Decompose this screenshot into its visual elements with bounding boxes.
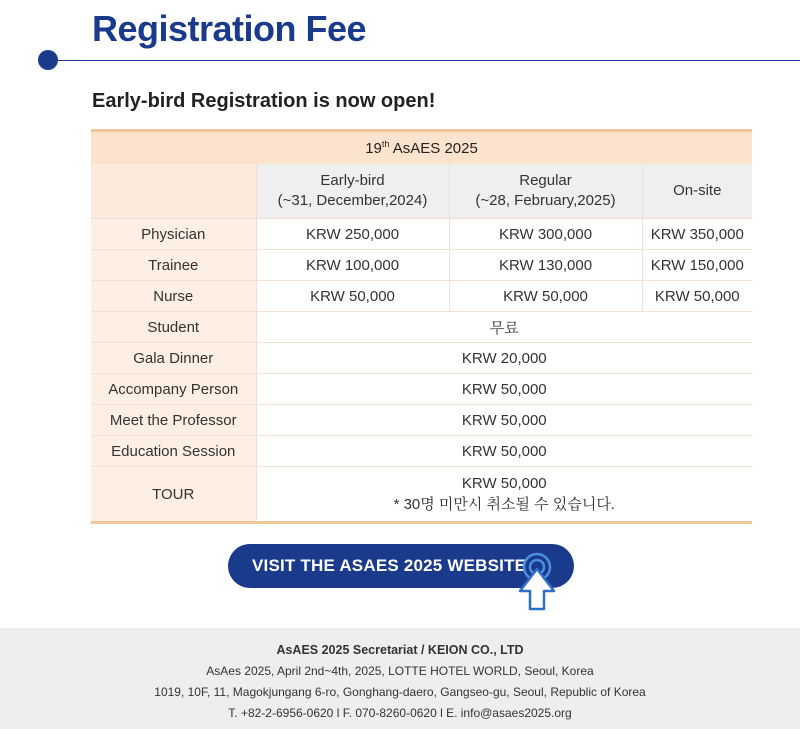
row-label: Trainee <box>91 250 256 281</box>
registration-fee-table <box>91 129 752 524</box>
table-caption-row <box>91 131 752 165</box>
table-row <box>91 405 752 436</box>
fee-cell: KRW 50,000 <box>256 374 752 405</box>
table-column-header-row <box>91 164 752 219</box>
fee-cell: KRW 250,000 <box>256 219 449 250</box>
table-row <box>91 219 752 250</box>
footer-event-info: AsAes 2025, April 2nd~4th, 2025, LOTTE HOTEL WORLD, Seoul, Korea <box>206 664 594 678</box>
fee-cell: KRW 350,000 <box>642 219 752 250</box>
column-header-on-site: On-site <box>642 164 752 219</box>
column-header-early-bird: Early-bird (~31, December,2024) <box>256 164 449 219</box>
row-label: Student <box>91 312 256 343</box>
secretariat-footer <box>0 628 800 729</box>
row-label: Education Session <box>91 436 256 467</box>
row-label: Accompany Person <box>91 374 256 405</box>
fee-cell: KRW 50,000 <box>642 281 752 312</box>
pointer-cursor-icon <box>508 545 566 613</box>
row-label: Nurse <box>91 281 256 312</box>
table-row <box>91 250 752 281</box>
page-title: Registration Fee <box>92 8 367 49</box>
registration-subtitle: Early-bird Registration is now open! <box>92 90 436 112</box>
fee-cell: KRW 20,000 <box>256 343 752 374</box>
table-row <box>91 312 752 343</box>
table-row <box>91 436 752 467</box>
table-caption: 19th AsAES 2025 <box>91 131 752 165</box>
table-row <box>91 374 752 405</box>
fee-cell: KRW 300,000 <box>449 219 642 250</box>
fee-cell: KRW 100,000 <box>256 250 449 281</box>
fee-cell: KRW 50,000 <box>256 405 752 436</box>
title-divider <box>48 60 800 61</box>
row-label: Physician <box>91 219 256 250</box>
row-label: Meet the Professor <box>91 405 256 436</box>
row-label: TOUR <box>91 467 256 523</box>
fee-cell: KRW 150,000 <box>642 250 752 281</box>
row-label: Gala Dinner <box>91 343 256 374</box>
visit-website-button-label: VISIT THE ASAES 2025 WEBSITE <box>252 556 527 575</box>
fee-cell: KRW 50,000 <box>449 281 642 312</box>
table-row-tour <box>91 467 752 523</box>
fee-cell: KRW 50,000 <box>256 281 449 312</box>
table-corner-cell <box>91 164 256 219</box>
column-header-regular: Regular (~28, February,2025) <box>449 164 642 219</box>
tour-fee-value: KRW 50,000 <box>461 475 547 492</box>
table-row <box>91 343 752 374</box>
tour-fee-cell <box>256 467 752 523</box>
tour-cancellation-note: * 30명 미만시 취소될 수 있습니다. <box>393 496 615 513</box>
table-row <box>91 281 752 312</box>
title-bullet-dot <box>38 50 58 70</box>
fee-cell: KRW 50,000 <box>256 436 752 467</box>
fee-cell: KRW 130,000 <box>449 250 642 281</box>
footer-address: 1019, 10F, 11, Magokjungang 6-ro, Gonghang-daero, Gangseo-gu, Seoul, Republic of Korea <box>154 685 646 699</box>
fee-cell: 무료 <box>256 312 752 343</box>
footer-contact: T. +82-2-6956-0620 l F. 070-8260-0620 l E. info@asaes2025.org <box>228 706 572 720</box>
footer-secretariat: AsAES 2025 Secretariat / KEION CO., LTD <box>276 643 524 657</box>
